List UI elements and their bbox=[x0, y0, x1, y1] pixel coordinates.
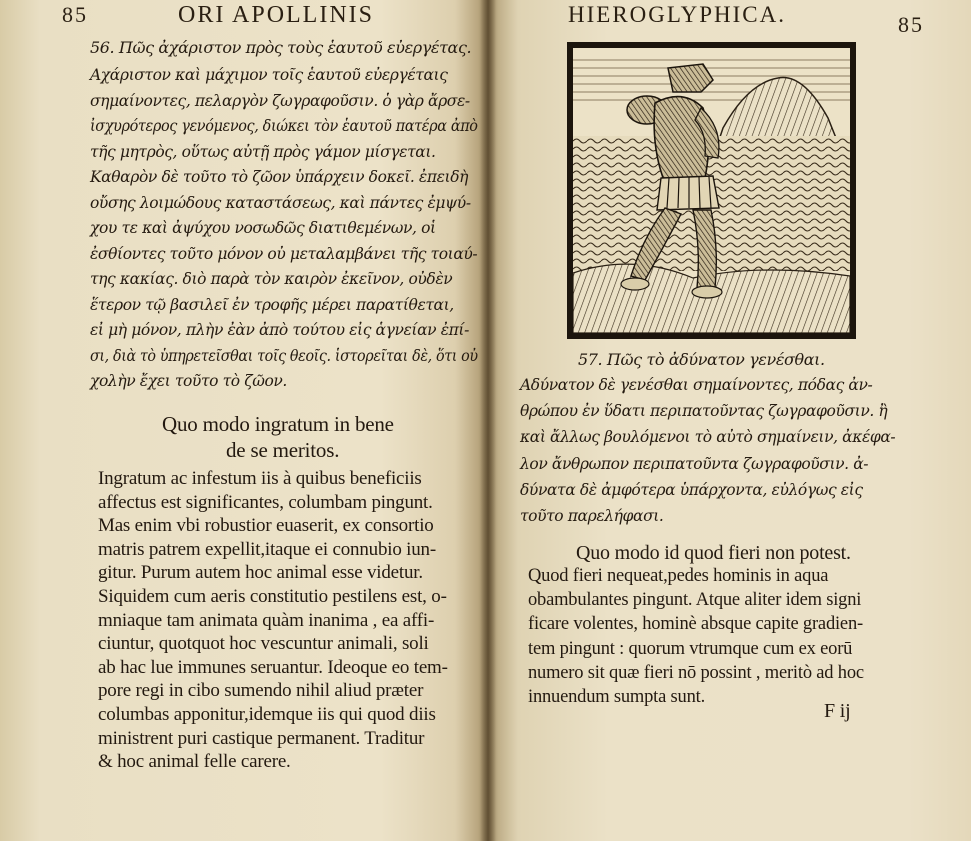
text-line: Quod fieri nequeat,pedes hominis in aqua bbox=[528, 566, 829, 586]
text-line: ἐσθίοντες τοῦτο μόνον οὐ μεταλαμβάνει τῆς τοιαύ- bbox=[90, 244, 478, 263]
woodcut-illustration bbox=[567, 42, 856, 339]
text-line: & hoc animal felle carere. bbox=[98, 751, 291, 773]
text-line: gitur. Purum autem hoc animal esse videtur. bbox=[98, 562, 423, 584]
text-line: χολὴν ἔχει τοῦτο τὸ ζῶον. bbox=[90, 372, 287, 390]
text-line: affectus est significantes, columbam pingunt. bbox=[98, 491, 433, 513]
text-line: ciuntur, quotquot hoc vescuntur animali, soli bbox=[98, 633, 429, 655]
text-line: pore regi in cibo sumendo nihil aliud præter bbox=[98, 680, 424, 702]
text-line: obambulantes pingunt. Atque aliter idem signi bbox=[528, 590, 862, 611]
greek-heading-56: 56. Πῶς ἀχάριστον πρὸς τοὺς ἑαυτοῦ εὐεργέτας. bbox=[90, 38, 472, 57]
text-line: ministrent puri castique permanent. Traditur bbox=[98, 727, 425, 749]
text-line: ἰσχυρότερος γενόμενος, διώκει τὸν ἑαυτοῦ πατέρα ἀπὸ bbox=[90, 117, 478, 135]
right-page-number: 85 bbox=[898, 12, 924, 37]
text-line: Mas enim vbi robustior euaserit, ex consortio bbox=[98, 515, 434, 537]
text-line: δύνατα δὲ ἀμφότερα ὑπάρχοντα, εὐλόγως εἰς bbox=[520, 480, 863, 499]
text-line: Καθαρὸν δὲ τοῦτο τὸ ζῶον ὑπάρχειν δοκεῖ. ἐπειδὴ bbox=[90, 168, 469, 186]
greek-heading-57: 57. Πῶς τὸ ἀδύνατον γενέσθαι. bbox=[578, 350, 825, 369]
text-line: Ingratum ac infestum iis à quibus beneficiis bbox=[98, 468, 422, 489]
text-line: τῆς μητρὸς, οὕτως αὐτῇ πρὸς γάμον μίσγεται. bbox=[90, 142, 436, 161]
right-running-head: HIEROGLYPHICA. bbox=[568, 2, 786, 27]
text-line: columbas apponitur,idemque iis qui quod diis bbox=[98, 704, 436, 725]
text-line: εἰ μὴ μόνον, πλὴν ἐὰν ἀπὸ τούτου εἰς ἁγνείαν ἐπί- bbox=[90, 321, 469, 339]
text-line: λον ἄνθρωπον περιπατοῦντα ζωγραφοῦσιν. ἀ- bbox=[520, 454, 869, 473]
text-line: θρώπου ἐν ὕδατι περιπατοῦντας ζωγραφοῦσιν. ἢ bbox=[520, 402, 888, 421]
text-line: numero sit quæ fieri nō possint , meritò ad hoc bbox=[528, 662, 864, 683]
left-running-head: ORI APOLLINIS bbox=[178, 2, 375, 28]
latin-heading-line-1: Quo modo ingratum in bene bbox=[162, 412, 394, 436]
text-line: Siquidem cum aeris constitutio pestilens est, o- bbox=[98, 586, 447, 607]
text-line: καὶ ἄλλως βουλόμενοι τὸ αὐτὸ σημαίνειν, ἀκέφα- bbox=[520, 428, 896, 447]
text-line: tem pingunt : quorum vtrumque cum ex eorū bbox=[528, 638, 853, 659]
text-line: Αδύνατον δὲ γενέσθαι σημαίνοντες, πόδας ἀν- bbox=[520, 376, 873, 394]
text-line: matris patrem expellit,itaque ei connubio iun- bbox=[98, 538, 436, 560]
text-line: τοῦτο παρελήφασι. bbox=[520, 507, 664, 525]
text-line: ab hac lue immunes seruantur. Ideoque eo tem- bbox=[98, 656, 448, 678]
left-page-number: 85 bbox=[62, 2, 88, 27]
signature-mark: F ij bbox=[824, 700, 851, 722]
text-line: mniaque tam animata quàm inanima , ea affi- bbox=[98, 609, 435, 631]
text-line: innuendum sumpta sunt. bbox=[528, 687, 705, 707]
text-line: χου τε καὶ ἀψύχου νοσωδῶς διατιθεμένων, οἱ bbox=[90, 219, 436, 237]
latin-heading-line-2: de se meritos. bbox=[226, 438, 340, 462]
text-line: σι, διὰ τὸ ὑπηρετεῖσθαι τοῖς θεοῖς. ἱστορεῖται δὲ, ὅτι οὐ bbox=[90, 346, 478, 365]
book-gutter bbox=[480, 0, 496, 841]
text-line: ἕτερον τῷ βασιλεῖ ἐν τροφῆς μέρει παρατίθεται, bbox=[90, 295, 454, 314]
text-line: Αχάριστον καὶ μάχιμον τοῖς ἑαυτοῦ εὐεργέταις bbox=[90, 66, 448, 84]
text-line: της κακίας. διὸ παρὰ τὸν καιρὸν ἐκεῖνον, οὐδὲν bbox=[90, 270, 453, 288]
text-line: σημαίνοντες, πελαργὸν ζωγραφοῦσιν. ὁ γὰρ ἄρσε- bbox=[90, 91, 470, 110]
text-line: οὔσης λοιμώδους καταστάσεως, καὶ πάντες ἐμψύ- bbox=[90, 193, 471, 212]
woodcut-image bbox=[573, 48, 850, 333]
text-line: ficare volentes, hominè absque capite gradien- bbox=[528, 614, 863, 635]
latin-heading-right: Quo modo id quod fieri non potest. bbox=[576, 542, 851, 564]
